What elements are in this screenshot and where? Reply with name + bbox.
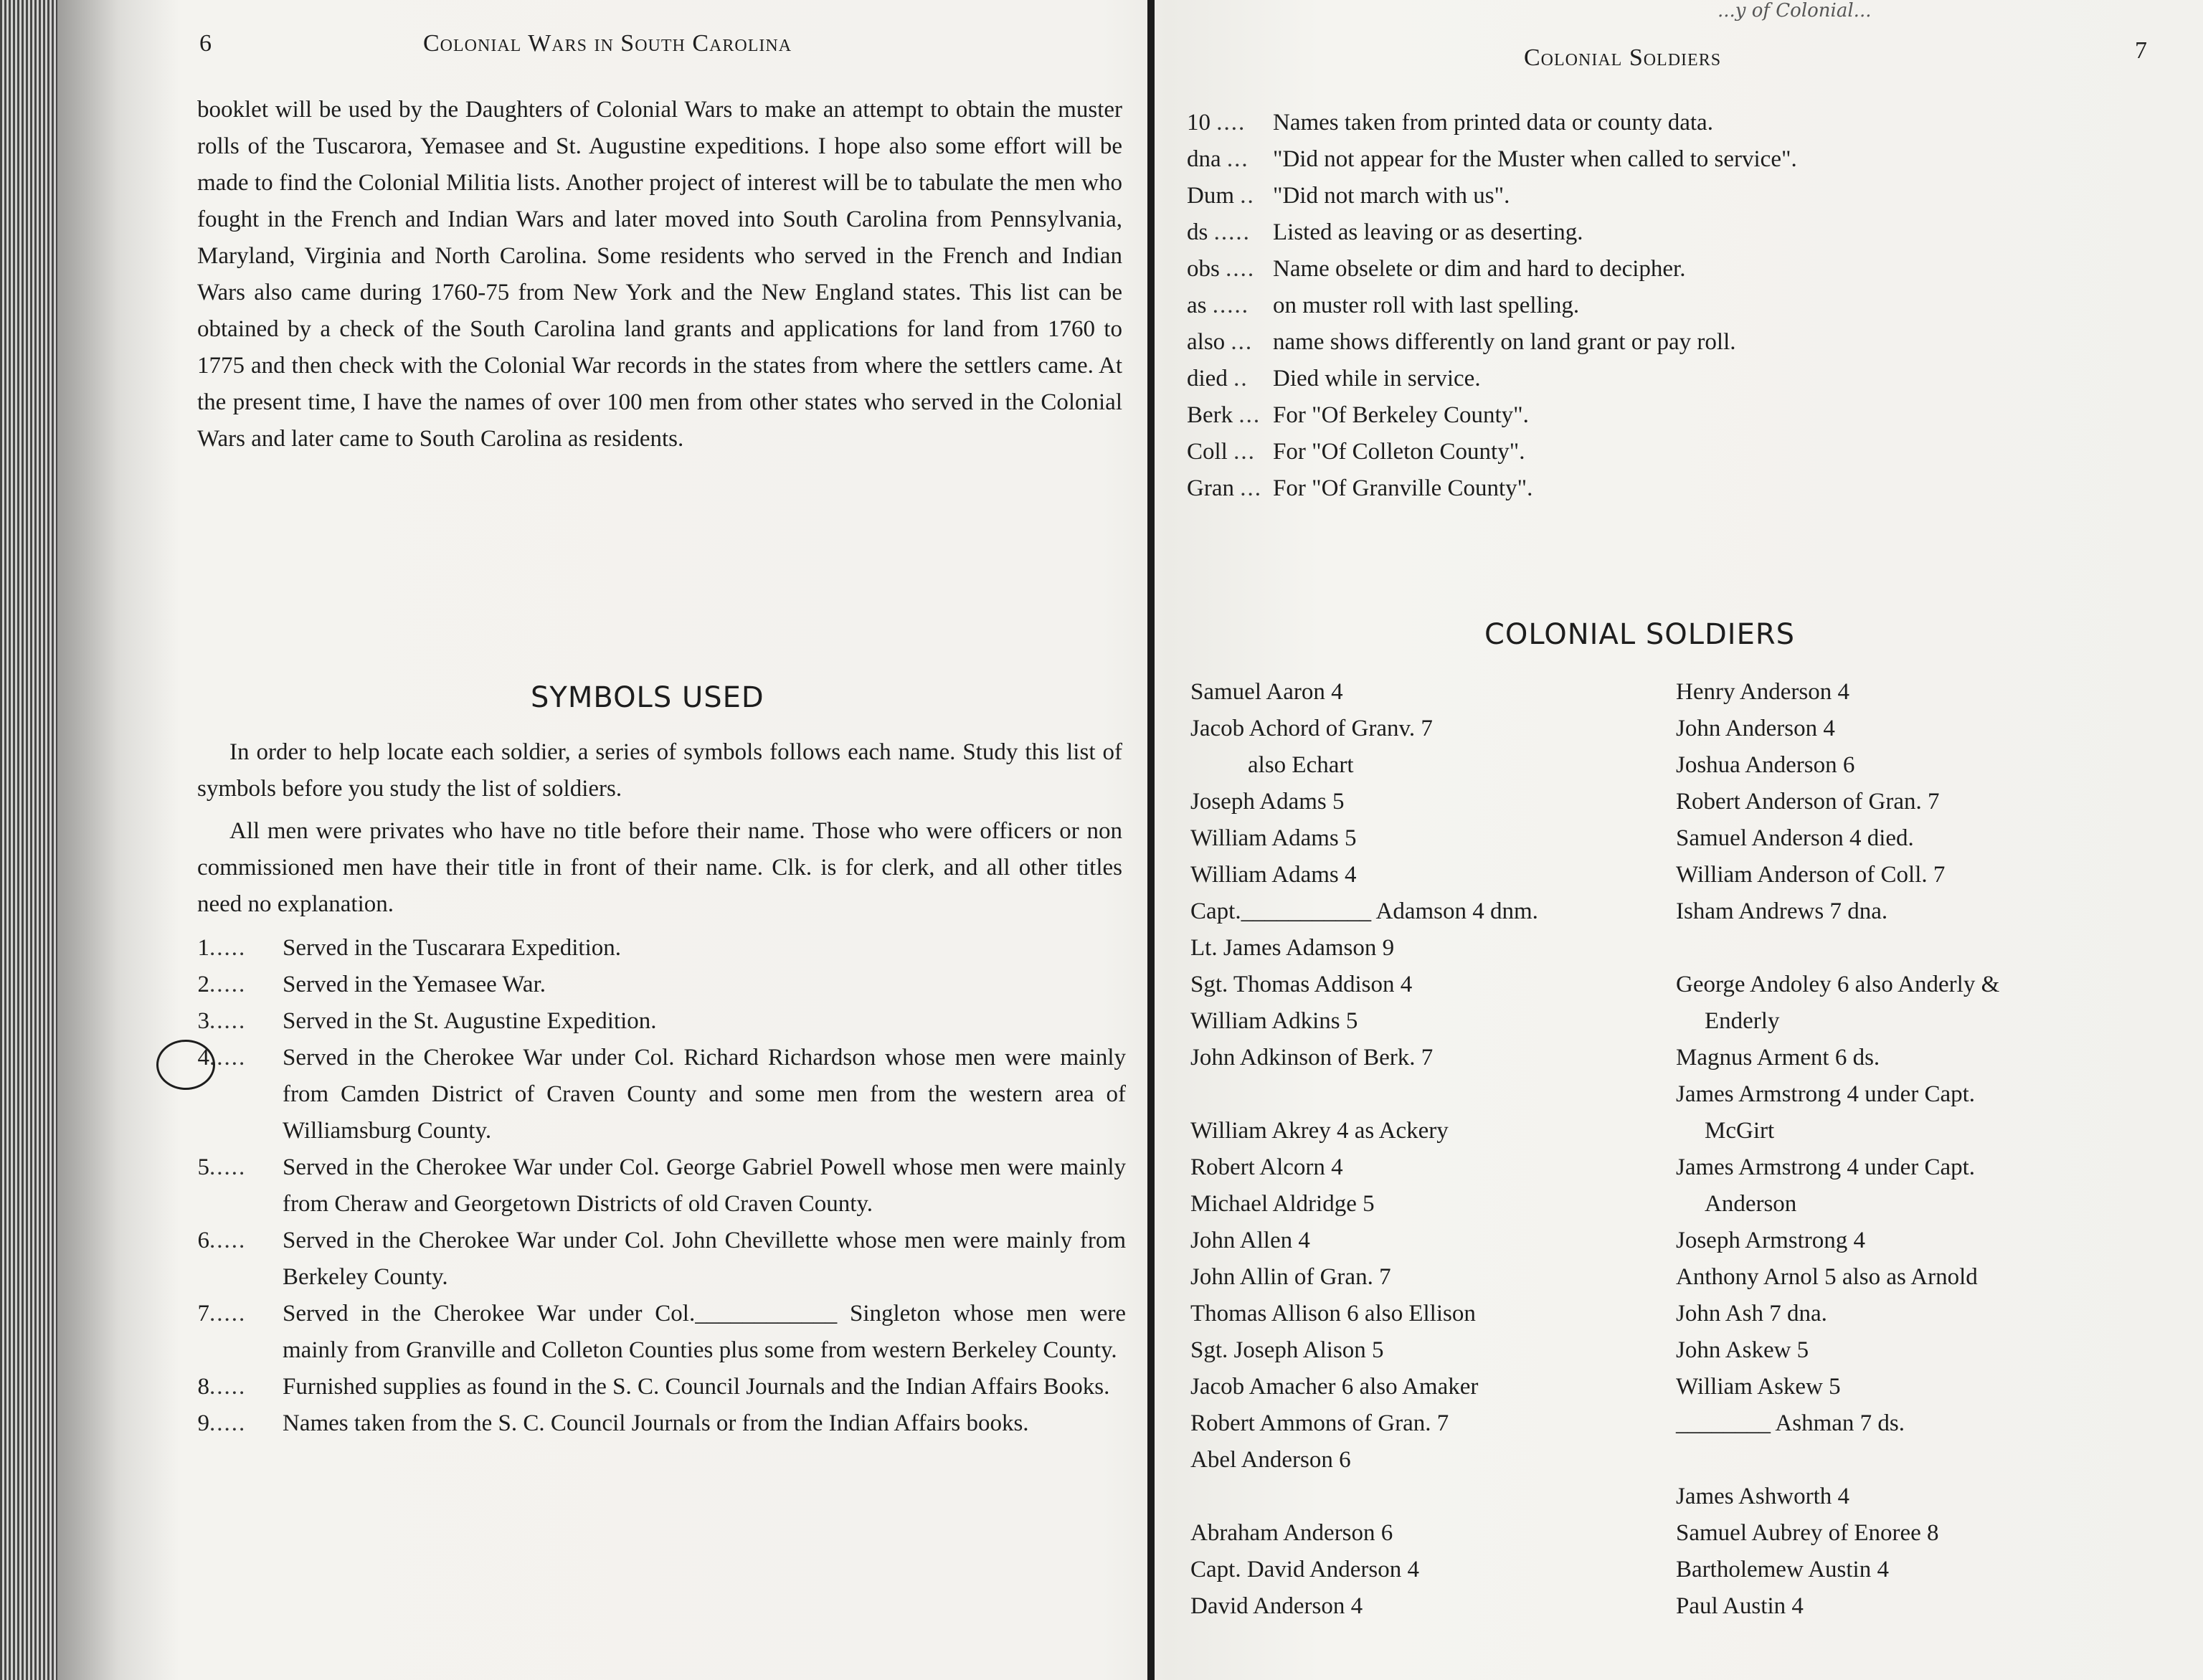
right-running-title: Colonial Soldiers bbox=[1524, 44, 1722, 71]
symbols-paragraph-1: In order to help locate each soldier, a series of symbols follows each name. Study this list of symbols before you study the list of soldiers. bbox=[197, 739, 1122, 802]
symbols-list bbox=[194, 930, 1126, 1442]
abbreviation-key: as bbox=[1187, 293, 1207, 318]
soldier-entry: Samuel Aubrey of Enoree 8 bbox=[1676, 1520, 1939, 1546]
soldier-entry: John Askew 5 bbox=[1676, 1337, 1809, 1363]
abbreviation-key: Coll bbox=[1187, 439, 1228, 465]
symbol-item bbox=[194, 930, 1126, 967]
abbreviation-key: 10 bbox=[1187, 110, 1211, 136]
right-running-head bbox=[1187, 30, 2148, 71]
list-spacer bbox=[1190, 1479, 1649, 1515]
abbreviation-item bbox=[1187, 288, 2119, 324]
soldier-entry: Robert Alcorn 4 bbox=[1190, 1154, 1343, 1180]
abbreviation-meaning: Names taken from printed data or county data. bbox=[1273, 110, 1713, 136]
soldier-entry: John Anderson 4 bbox=[1676, 716, 1835, 741]
abbreviation-leader: .... bbox=[1216, 110, 1246, 136]
symbol-number: 6 bbox=[197, 1228, 209, 1253]
symbol-leader: ..... bbox=[209, 972, 247, 997]
abbreviation-key: ds bbox=[1187, 219, 1208, 245]
soldier-entry: Joseph Adams 5 bbox=[1190, 789, 1345, 815]
symbol-item bbox=[194, 1149, 1126, 1223]
symbol-description: Names taken from the S. C. Council Journals or from the Indian Affairs books. bbox=[283, 1410, 1029, 1436]
symbol-item bbox=[194, 1369, 1126, 1405]
soldier-entry: James Armstrong 4 under Capt. bbox=[1676, 1081, 1976, 1107]
soldier-entry: James Armstrong 4 under Capt. bbox=[1676, 1154, 1976, 1180]
soldier-entry: Michael Aldridge 5 bbox=[1190, 1191, 1375, 1217]
abbreviation-meaning: "Did not march with us". bbox=[1273, 183, 1510, 209]
symbol-description: Served in the Cherokee War under Col. John Chevillette whose men were mainly from Berkeley County. bbox=[283, 1228, 1126, 1290]
abbreviation-meaning: Died while in service. bbox=[1273, 366, 1481, 391]
symbol-leader: ..... bbox=[209, 1008, 247, 1034]
margin-handwriting: ...y of Colonial... bbox=[1718, 0, 1872, 22]
abbreviation-item bbox=[1187, 214, 2119, 251]
scan-shadow bbox=[57, 0, 179, 1680]
soldier-entry: William Adkins 5 bbox=[1190, 1008, 1358, 1034]
abbreviation-leader: ... bbox=[1233, 439, 1256, 465]
soldier-entry: Capt.___________ Adamson 4 dnm. bbox=[1190, 898, 1538, 924]
abbreviation-key: Berk bbox=[1187, 402, 1233, 428]
soldier-entry-continuation: Anderson bbox=[1705, 1191, 1797, 1217]
symbol-number: 7 bbox=[197, 1301, 209, 1327]
abbreviation-key: died bbox=[1187, 366, 1228, 391]
abbreviation-meaning: For "Of Colleton County". bbox=[1273, 439, 1525, 465]
symbol-description: Served in the Cherokee War under Col. Richard Richardson whose men were mainly from Camden District of Craven County and some men from the western area of Williamsburg County. bbox=[283, 1045, 1126, 1144]
symbol-number: 4 bbox=[197, 1045, 209, 1071]
symbol-number: 1 bbox=[197, 935, 209, 961]
soldier-entry: William Adams 4 bbox=[1190, 862, 1357, 888]
symbol-number: 8 bbox=[197, 1374, 209, 1400]
abbreviation-item bbox=[1187, 178, 2119, 214]
symbol-description: Served in the Cherokee War under Col. George Gabriel Powell whose men were mainly from Cheraw and Georgetown Districts of old Craven County. bbox=[283, 1154, 1126, 1217]
soldier-entry: Joshua Anderson 6 bbox=[1676, 752, 1855, 778]
soldier-entry: Thomas Allison 6 also Ellison bbox=[1190, 1301, 1476, 1327]
soldier-entry: Sgt. Joseph Alison 5 bbox=[1190, 1337, 1384, 1363]
soldier-entry: David Anderson 4 bbox=[1190, 1593, 1363, 1619]
soldier-entry: Sgt. Thomas Addison 4 bbox=[1190, 972, 1413, 997]
soldiers-column-1 bbox=[1190, 674, 1649, 1625]
right-page-number: 7 bbox=[2135, 37, 2148, 64]
soldier-entry: Samuel Aaron 4 bbox=[1190, 679, 1343, 705]
soldier-entry-continuation: also Echart bbox=[1248, 752, 1354, 778]
soldier-entry: William Anderson of Coll. 7 bbox=[1676, 862, 1946, 888]
abbreviation-leader: .. bbox=[1240, 183, 1255, 209]
abbreviation-meaning: on muster roll with last spelling. bbox=[1273, 293, 1580, 318]
symbol-item bbox=[194, 1003, 1126, 1040]
abbreviation-meaning: For "Of Granville County". bbox=[1273, 475, 1533, 501]
symbol-number: 2 bbox=[197, 972, 209, 997]
list-spacer bbox=[1676, 1442, 2142, 1479]
soldier-entry: Anthony Arnol 5 also as Arnold bbox=[1676, 1264, 1978, 1290]
left-running-title: Colonial Wars in South Carolina bbox=[423, 30, 792, 57]
symbol-number: 9 bbox=[197, 1410, 209, 1436]
soldier-entry: Robert Ammons of Gran. 7 bbox=[1190, 1410, 1449, 1436]
abbreviation-meaning: Listed as leaving or as deserting. bbox=[1273, 219, 1583, 245]
abbreviation-item bbox=[1187, 470, 2119, 507]
symbol-description: Served in the Tuscarara Expedition. bbox=[283, 935, 621, 961]
intro-paragraph: booklet will be used by the Daughters of Colonial Wars to make an attempt to obtain the muster rolls of the Tuscarora, Yemasee and St. Augustine expeditions. I hope also some effort will be made to find the Colonial Militia lists. Another project of interest will be to tabulate the men who fought in the French and Indian Wars and later moved into South Carolina from Pennsylvania, Maryland, Virginia and North Carolina. Some residents who served in the French and Indian Wars also came during 1760-75 from New York and the New England states. This list can be obtained by a check of the South Carolina land grants and applications for land from 1760 to 1775 and then check with the Colonial War records in the states from where the settlers came. At the present time, I have the names of over 100 men from other states who served in the Colonial Wars and later came to South Carolina as residents. bbox=[197, 97, 1122, 452]
symbol-leader: ..... bbox=[209, 1301, 247, 1327]
soldier-entry: William Adams 5 bbox=[1190, 825, 1357, 851]
soldier-entry: Samuel Anderson 4 died. bbox=[1676, 825, 1914, 851]
abbreviation-leader: ... bbox=[1231, 329, 1254, 355]
abbreviation-leader: ..... bbox=[1212, 293, 1249, 318]
soldiers-column-2 bbox=[1676, 674, 2142, 1625]
soldier-entry: William Akrey 4 as Ackery bbox=[1190, 1118, 1449, 1144]
abbreviation-leader: .. bbox=[1233, 366, 1249, 391]
soldier-entry: George Andoley 6 also Anderly & bbox=[1676, 972, 2000, 997]
soldier-entry: Bartholemew Austin 4 bbox=[1676, 1557, 1889, 1582]
abbreviation-list bbox=[1187, 105, 2119, 507]
left-page bbox=[194, 0, 1126, 1680]
symbol-leader: ..... bbox=[209, 1410, 247, 1436]
soldier-entry: John Ash 7 dna. bbox=[1676, 1301, 1827, 1327]
abbreviation-item bbox=[1187, 434, 2119, 470]
abbreviation-item bbox=[1187, 397, 2119, 434]
abbreviation-leader: ... bbox=[1226, 146, 1249, 172]
soldier-entry: Jacob Achord of Granv. 7 bbox=[1190, 716, 1433, 741]
abbreviation-key: dna bbox=[1187, 146, 1221, 172]
symbols-paragraph-2: All men were privates who have no title before their name. Those who were officers or non commissioned men have their title in front of their name. Clk. is for clerk, and all other titles need no explanation. bbox=[197, 818, 1122, 917]
abbreviation-item bbox=[1187, 141, 2119, 178]
symbol-leader: ..... bbox=[209, 1154, 247, 1180]
soldiers-heading: COLONIAL SOLDIERS bbox=[1484, 618, 1796, 651]
abbreviation-key: Dum bbox=[1187, 183, 1234, 209]
soldier-entry: John Allen 4 bbox=[1190, 1228, 1310, 1253]
handwritten-circle-mark bbox=[156, 1040, 215, 1090]
soldier-entry: Isham Andrews 7 dna. bbox=[1676, 898, 1888, 924]
left-running-head bbox=[194, 30, 1126, 66]
symbol-leader: ..... bbox=[209, 1045, 247, 1071]
soldier-entry: Lt. James Adamson 9 bbox=[1190, 935, 1395, 961]
soldier-entry: Joseph Armstrong 4 bbox=[1676, 1228, 1865, 1253]
soldier-entry-continuation: Enderly bbox=[1705, 1008, 1780, 1034]
symbol-leader: ..... bbox=[209, 1228, 247, 1253]
symbol-item bbox=[194, 1040, 1126, 1149]
abbreviation-meaning: Name obselete or dim and hard to decipher. bbox=[1273, 256, 1686, 282]
abbreviation-key: also bbox=[1187, 329, 1226, 355]
abbreviation-meaning: name shows differently on land grant or pay roll. bbox=[1273, 329, 1736, 355]
symbol-description: Served in the Cherokee War under Col.____________ Singleton whose men were mainly from Granville and Colleton Counties plus some from western Berkeley County. bbox=[283, 1301, 1126, 1363]
soldier-entry: William Askew 5 bbox=[1676, 1374, 1841, 1400]
soldier-entry: Jacob Amacher 6 also Amaker bbox=[1190, 1374, 1479, 1400]
abbreviation-leader: ... bbox=[1238, 402, 1261, 428]
scan-binding-edge bbox=[0, 0, 57, 1680]
abbreviation-key: Gran bbox=[1187, 475, 1234, 501]
soldier-entry: James Ashworth 4 bbox=[1676, 1484, 1849, 1509]
abbreviation-key: obs bbox=[1187, 256, 1220, 282]
symbols-heading: SYMBOLS USED bbox=[531, 681, 764, 714]
symbol-item bbox=[194, 967, 1126, 1003]
soldier-entry: Capt. David Anderson 4 bbox=[1190, 1557, 1419, 1582]
symbol-number: 3 bbox=[197, 1008, 209, 1034]
abbreviation-item bbox=[1187, 361, 2119, 397]
soldier-entry: Magnus Arment 6 ds. bbox=[1676, 1045, 1880, 1071]
soldier-entry: Abel Anderson 6 bbox=[1190, 1447, 1351, 1473]
abbreviation-meaning: For "Of Berkeley County". bbox=[1273, 402, 1529, 428]
abbreviation-item bbox=[1187, 324, 2119, 361]
soldier-entry: Robert Anderson of Gran. 7 bbox=[1676, 789, 1940, 815]
book-gutter bbox=[1147, 0, 1155, 1680]
soldier-entry: John Adkinson of Berk. 7 bbox=[1190, 1045, 1434, 1071]
symbol-description: Served in the Yemasee War. bbox=[283, 972, 546, 997]
symbol-leader: ..... bbox=[209, 935, 247, 961]
abbreviation-item bbox=[1187, 105, 2119, 141]
symbol-leader: ..... bbox=[209, 1374, 247, 1400]
right-page bbox=[1187, 0, 2148, 1680]
symbol-item bbox=[194, 1405, 1126, 1442]
list-spacer bbox=[1676, 930, 2142, 967]
soldier-entry: Henry Anderson 4 bbox=[1676, 679, 1849, 705]
abbreviation-leader: .... bbox=[1226, 256, 1256, 282]
soldier-entry: Paul Austin 4 bbox=[1676, 1593, 1804, 1619]
symbol-description: Furnished supplies as found in the S. C. Council Journals and the Indian Affairs Books. bbox=[283, 1374, 1110, 1400]
left-page-number: 6 bbox=[199, 30, 212, 57]
abbreviation-leader: ... bbox=[1240, 475, 1262, 501]
abbreviation-leader: ..... bbox=[1213, 219, 1251, 245]
symbol-number: 5 bbox=[197, 1154, 209, 1180]
abbreviation-item bbox=[1187, 251, 2119, 288]
list-spacer bbox=[1190, 1076, 1649, 1113]
soldier-entry-continuation: McGirt bbox=[1705, 1118, 1775, 1144]
soldier-entry: ________ Ashman 7 ds. bbox=[1676, 1410, 1905, 1436]
symbol-item bbox=[194, 1223, 1126, 1296]
soldier-entry: Abraham Anderson 6 bbox=[1190, 1520, 1393, 1546]
symbol-description: Served in the St. Augustine Expedition. bbox=[283, 1008, 657, 1034]
symbol-item bbox=[194, 1296, 1126, 1369]
soldier-entry: John Allin of Gran. 7 bbox=[1190, 1264, 1391, 1290]
abbreviation-meaning: "Did not appear for the Muster when called to service". bbox=[1273, 146, 1797, 172]
